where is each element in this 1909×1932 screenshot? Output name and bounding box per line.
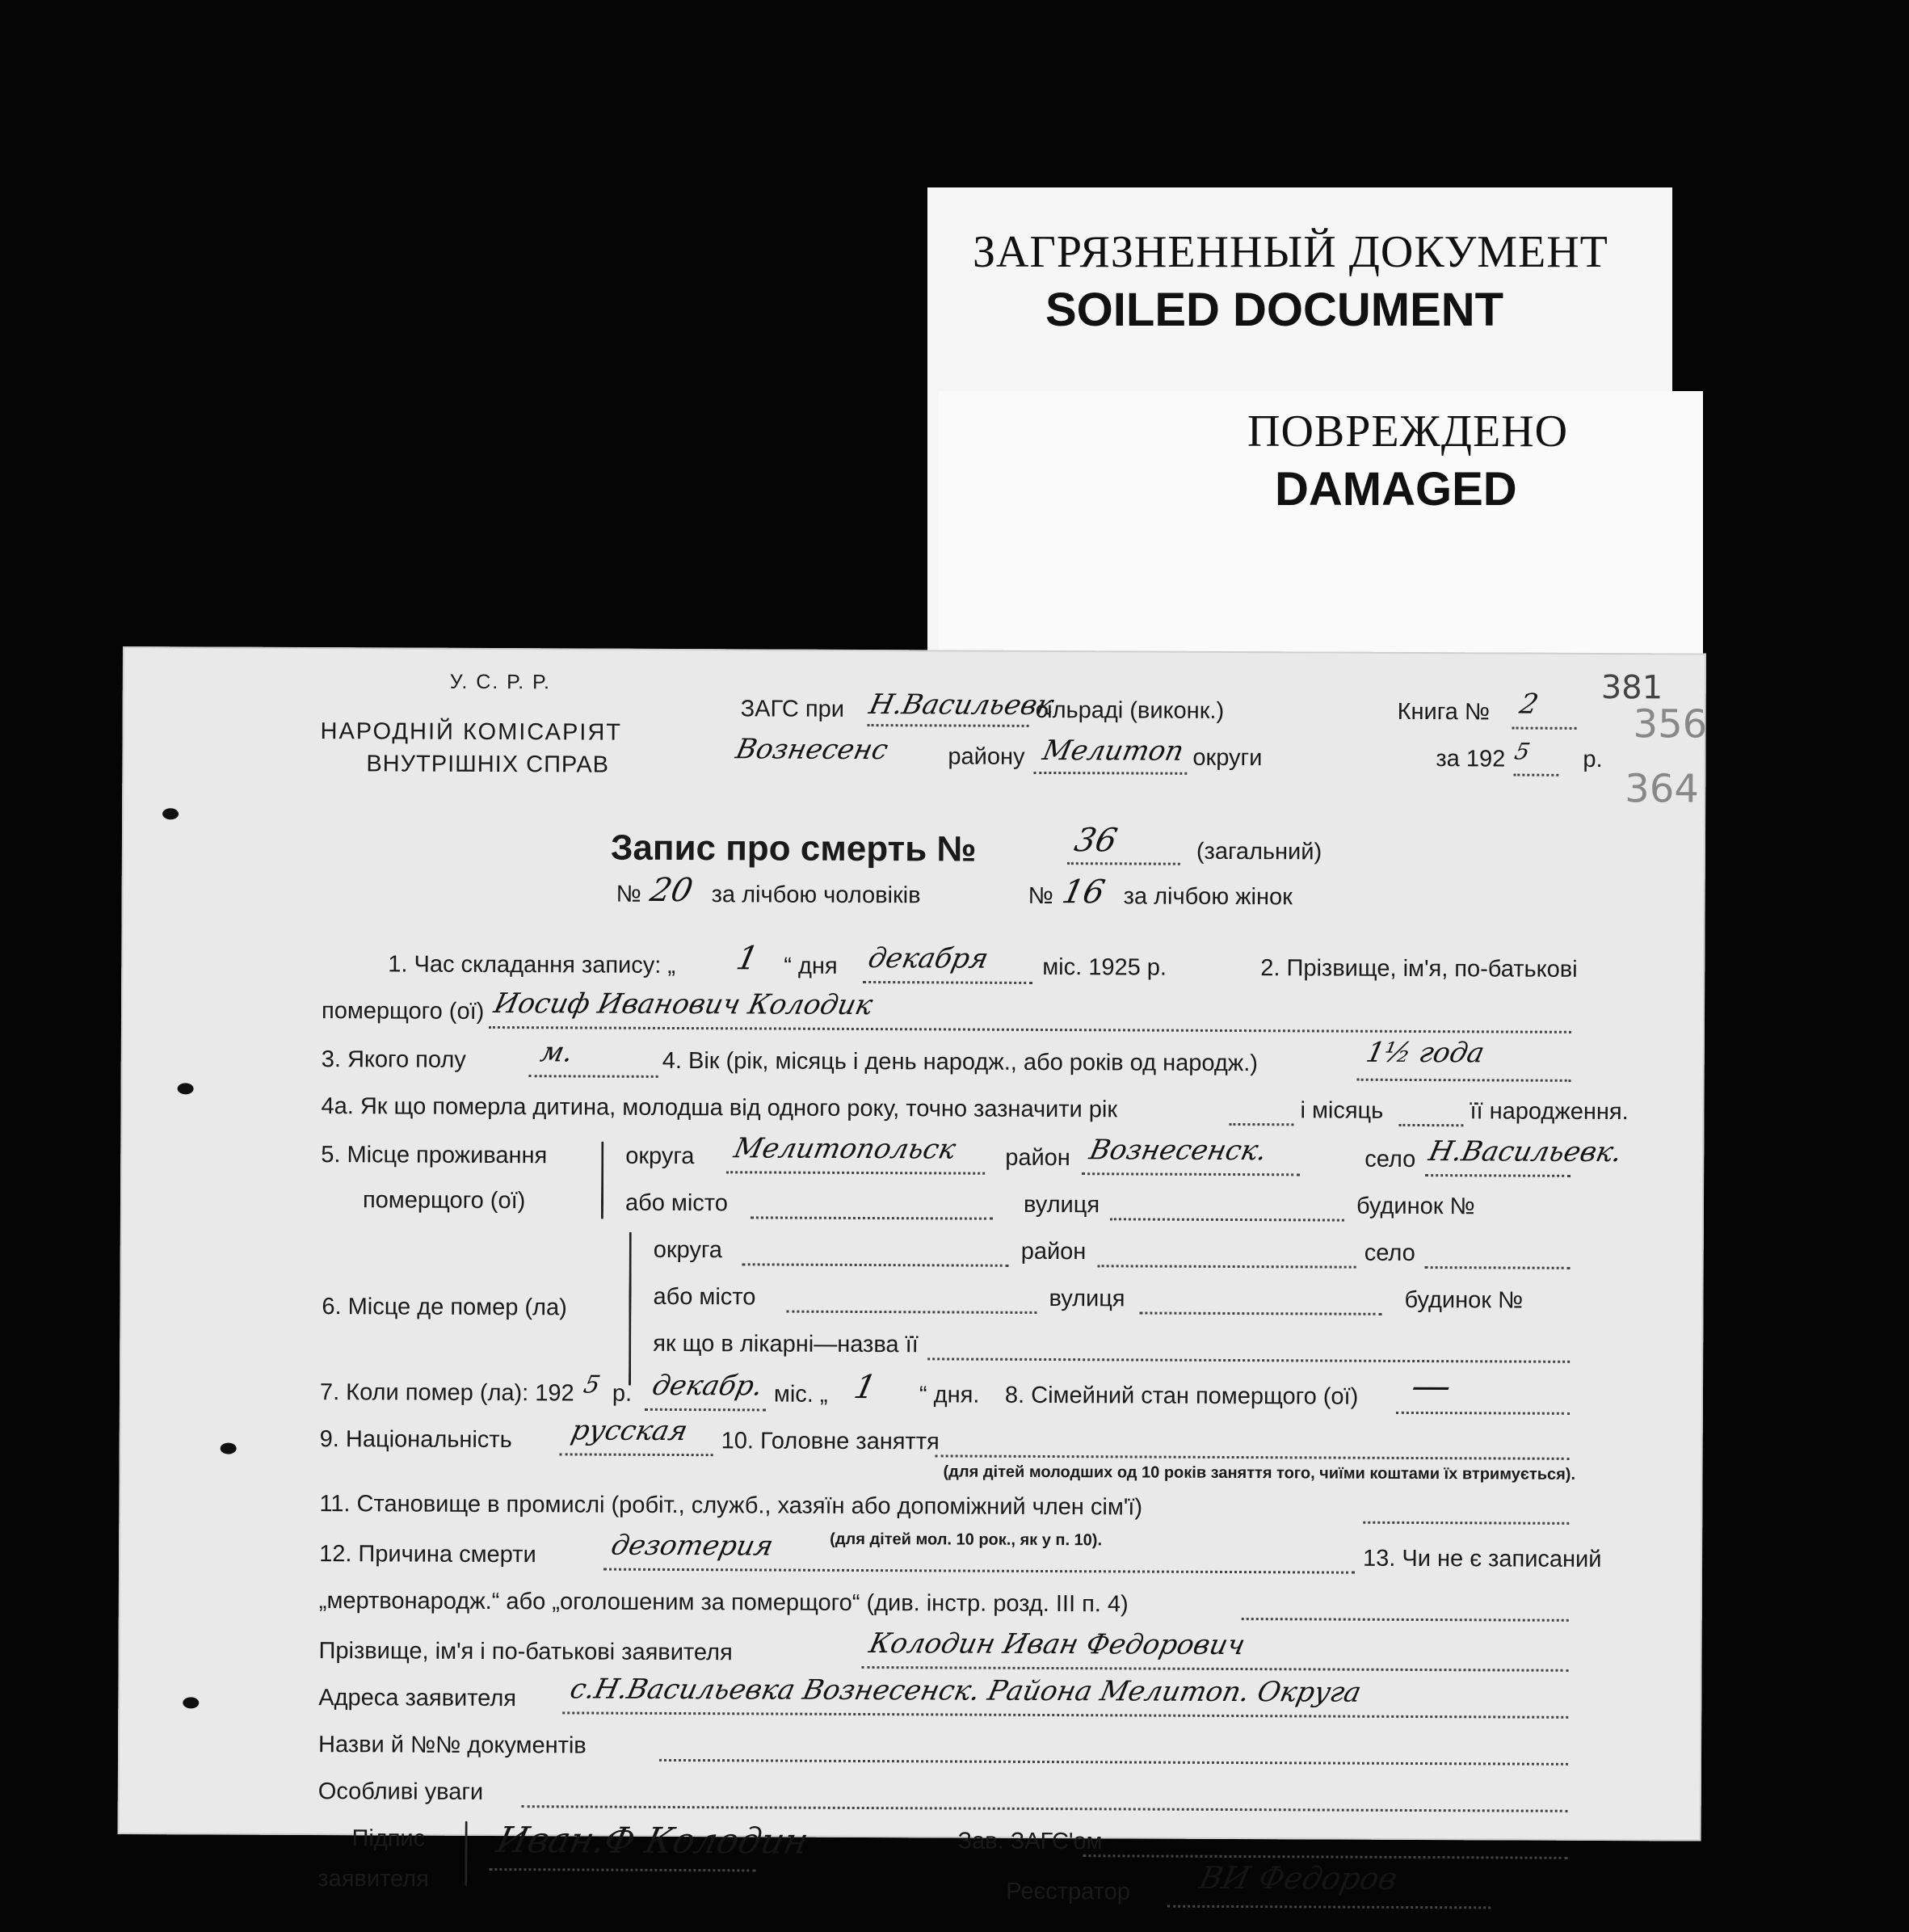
f1-label: 1. Час складання запису: „: [388, 951, 676, 979]
death-record-form: [118, 646, 1708, 1905]
pencil-number-1: 381: [1600, 668, 1663, 707]
f4a-end: її народження.: [1470, 1098, 1629, 1126]
commissariat-line-2: ВНУТРІШНІХ СПРАВ: [366, 751, 610, 778]
silradi-label: сільраді (виконк.): [1035, 697, 1225, 724]
zags-prefix: ЗАГС при: [740, 696, 845, 722]
punch-hole: [162, 808, 179, 819]
f12-label: 12. Причина смерти: [319, 1541, 536, 1568]
f1-month: декабря: [864, 942, 991, 975]
applicant-address: с.Н.Васильевка Вознесенск. Района Мелитоп. Округа: [567, 1673, 1364, 1709]
f7-r: р.: [612, 1380, 633, 1407]
f6-label: 6. Місце де помер (ла): [322, 1294, 567, 1321]
f2-label: 2. Прізвище, ім'я, по-батькові: [1260, 955, 1578, 983]
f4a-label: 4а. Як що померла дитина, молодша від одного року, точно зазначити рік: [321, 1093, 1118, 1123]
pencil-number-2: 356: [1633, 701, 1708, 747]
zags-village: Н.Васильевк: [866, 688, 1058, 722]
sign-label-b: заявителя: [317, 1866, 429, 1892]
brace: [465, 1821, 467, 1886]
f2-label-b: померщого (ої): [321, 998, 485, 1025]
f4-age: 1½ года: [1363, 1036, 1488, 1070]
sign-label-a: Підпис: [351, 1825, 426, 1852]
ussr-header: У. С. Р. Р.: [449, 670, 552, 694]
applicant-name: Колодин Иван Федорович: [866, 1627, 1248, 1662]
rayon-value: Вознесенс: [733, 733, 891, 767]
f5-misto: або місто: [624, 1189, 728, 1217]
rayon-label: району: [948, 743, 1025, 770]
f5-okruga: округа: [625, 1143, 695, 1170]
book-number: 2: [1516, 688, 1541, 721]
men-count: 20: [646, 871, 696, 910]
f7-month: декабр.: [649, 1369, 766, 1403]
year-label: за 192: [1436, 746, 1506, 772]
soiled-label-en: SOILED DOCUMENT: [1045, 284, 1504, 336]
record-general: (загальний): [1196, 838, 1322, 865]
f6-hospital: як що в лікарні—назва її: [653, 1330, 919, 1358]
commissariat-line-1: НАРОДНІЙ КОМІСАРІЯТ: [320, 718, 623, 746]
soiled-label-ru: ЗАГРЯЗНЕННЫЙ ДОКУМЕНТ: [973, 227, 1608, 277]
f5-selo-value: Н.Васильевк.: [1425, 1135, 1625, 1169]
f6-rayon: район: [1020, 1238, 1087, 1265]
f12-note: (для дітей мол. 10 рок., як у п. 10).: [830, 1530, 1103, 1550]
f6-selo: село: [1364, 1240, 1415, 1266]
year-value: 5: [1512, 738, 1533, 765]
f11-label: 11. Становище в промислі (робіт., служб., хазяїн або допоміжний член сім'ї): [319, 1491, 1143, 1521]
f9-label: 9. Національність: [319, 1426, 512, 1454]
f5-label-b: померщого (ої): [362, 1187, 526, 1214]
book-label: Книга №: [1397, 698, 1491, 726]
f7-year: 5: [581, 1370, 603, 1400]
damaged-label-ru: ПОВРЕЖДЕНО: [1247, 406, 1569, 457]
year-suffix: р.: [1583, 746, 1603, 772]
f4-label: 4. Вік (рік, місяць і день народж., або років од народж.): [662, 1047, 1259, 1077]
f12-value: дезотерия: [608, 1529, 776, 1563]
women-count: 16: [1058, 873, 1108, 911]
f1-day: 1: [733, 940, 762, 978]
record-number: 36: [1070, 822, 1121, 860]
applicant-signature: Иван.Ф Колодин: [493, 1820, 813, 1863]
f4a-mid: і місяць: [1300, 1097, 1384, 1124]
f7-label: 7. Коли помер (ла): 192: [319, 1379, 574, 1407]
f5-vulytsia: вулиця: [1023, 1191, 1100, 1219]
pencil-number-3: 364: [1625, 766, 1699, 812]
head-label: Зав. ЗАГС'ом: [957, 1828, 1103, 1855]
men-prefix: №: [616, 881, 641, 907]
okrug-value: Мелитоп: [1040, 734, 1187, 768]
deceased-name: Иосиф Иванович Колодик: [490, 987, 876, 1022]
brace: [601, 1142, 603, 1219]
f5-rayon-value: Вознесенск.: [1086, 1134, 1270, 1168]
f13-label-b: „мертвонародж.“ або „оголошеним за померщого“ (див. інстр. розд. III п. 4): [318, 1588, 1129, 1618]
women-prefix: №: [1028, 882, 1053, 910]
notes-label: Особливі уваги: [317, 1778, 484, 1805]
f7-mis: міс. „: [773, 1381, 828, 1408]
punch-hole: [178, 1083, 194, 1094]
f5-budynok: будинок №: [1356, 1193, 1475, 1220]
okrug-label: округи: [1192, 744, 1263, 772]
men-label: за лічбою чоловіків: [711, 882, 921, 909]
registrar-label: Реєстратор: [1006, 1878, 1130, 1905]
docs-label: Назви й №№ документів: [318, 1732, 587, 1759]
women-label: за лічбою жінок: [1123, 883, 1293, 911]
damaged-label-en: DAMAGED: [1275, 463, 1517, 516]
f8-label: 8. Сімейний стан померщого (ої): [1004, 1382, 1359, 1410]
punch-hole: [221, 1443, 237, 1454]
brace: [629, 1232, 632, 1386]
f5-label-a: 5. Місце проживання: [321, 1142, 548, 1169]
f3-label: 3. Якого полу: [321, 1046, 466, 1073]
f3-sex: м.: [537, 1036, 577, 1069]
f1-day-suffix: “ дня: [784, 953, 838, 979]
f6-okruga: округа: [653, 1236, 723, 1264]
f13-label: 13. Чи не є записаний: [1363, 1545, 1602, 1572]
f8-value: —: [1407, 1362, 1457, 1409]
f10-label: 10. Головне заняття: [721, 1428, 940, 1455]
registrar-signature: ВИ Федоров: [1196, 1859, 1401, 1896]
address-label: Адреса заявителя: [318, 1685, 517, 1712]
f6-vulytsia: вулиця: [1049, 1286, 1125, 1312]
f10-note: (для дітей молодших од 10 років заняття того, чиїми коштами їх втримується).: [943, 1463, 1576, 1484]
f7-day-suffix: “ дня.: [919, 1382, 980, 1408]
f5-rayon: район: [1005, 1144, 1070, 1172]
damaged-label: [939, 391, 1703, 658]
f5-okruga-value: Мелитопольск: [730, 1132, 959, 1166]
record-title: Запис про смерть №: [610, 827, 977, 869]
f5-selo: село: [1364, 1146, 1416, 1172]
applicant-label: Прізвище, ім'я і по-батькові заявителя: [318, 1638, 733, 1666]
f6-budynok: будинок №: [1404, 1286, 1524, 1314]
f9-value: русская: [568, 1414, 691, 1448]
punch-hole: [183, 1697, 199, 1708]
f6-misto: або місто: [653, 1283, 756, 1311]
f1-year: міс. 1925 р.: [1042, 953, 1167, 981]
f7-day: 1: [851, 1368, 880, 1407]
